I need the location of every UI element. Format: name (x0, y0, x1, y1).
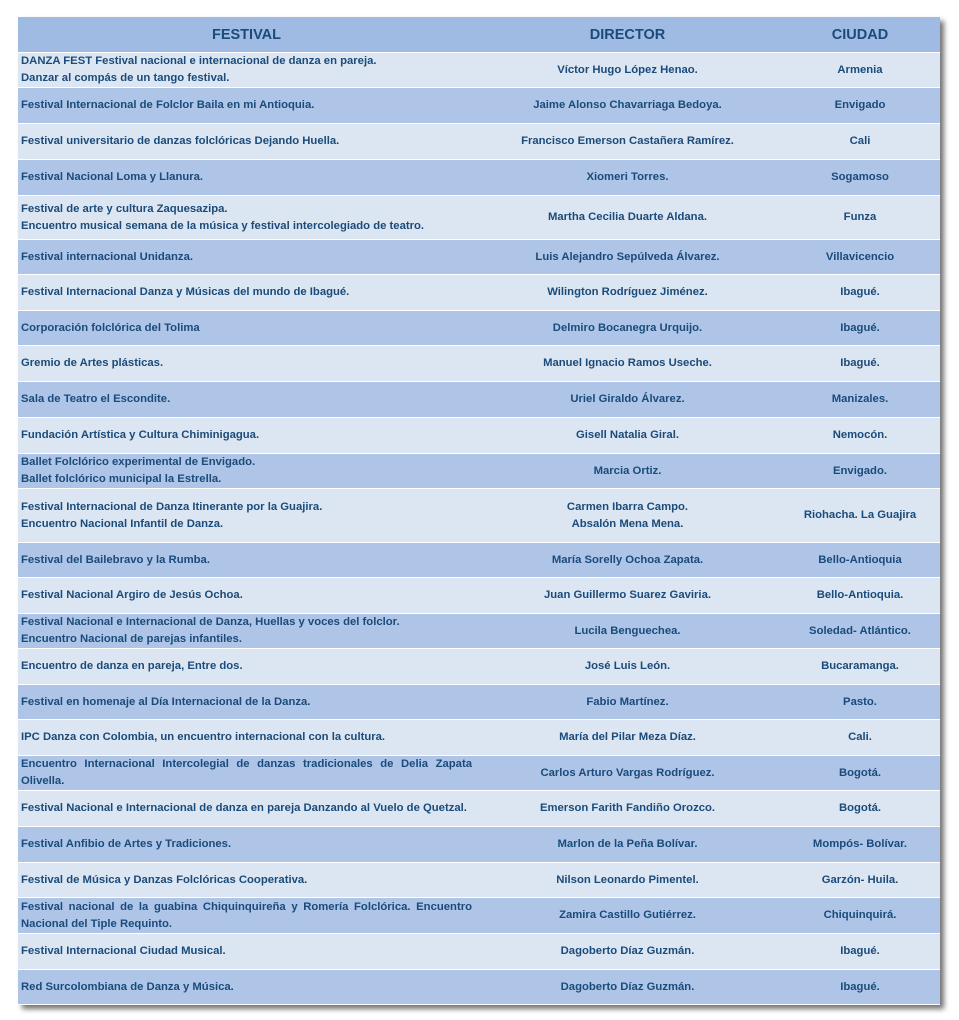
city-cell: Garzón- Huila. (780, 863, 940, 898)
festival-name: Festival de Música y Danzas Folclóricas Cooperativa. (21, 873, 308, 886)
festival-cell (18, 614, 475, 649)
table-row (18, 240, 940, 275)
table-header-row (18, 17, 940, 53)
director-name: Marlon de la Peña Bolívar. (557, 838, 698, 850)
director-cell (475, 685, 780, 720)
city-cell: Envigado. (780, 454, 940, 489)
director-cell (475, 196, 780, 240)
director-cell (475, 53, 780, 88)
table-row (18, 489, 940, 543)
festival-name: Festival Anfibio de Artes y Tradiciones. (21, 838, 232, 850)
festival-name: Encuentro Internacional Intercolegial de danzas tradicionales de Delia Zapata Olivella. (21, 758, 472, 787)
festival-cell (18, 311, 475, 346)
director-cell (475, 720, 780, 756)
festival-cell (18, 489, 475, 543)
director-name: Xiomeri Torres. (586, 171, 669, 183)
table-row (18, 863, 940, 898)
festival-table-container (18, 17, 940, 1005)
table-row (18, 53, 940, 88)
table-row (18, 791, 940, 827)
table-row (18, 346, 940, 382)
city-cell: Ibagué. (780, 275, 940, 311)
city-cell: Cali (780, 124, 940, 160)
festival-cell (18, 578, 475, 614)
city-cell: Cali. (780, 720, 940, 756)
city-cell: Chiquinquirá. (780, 898, 940, 934)
festival-name: Danzar al compás de un tango festival. (21, 72, 230, 84)
festival-name: Encuentro Nacional de parejas infantiles. (21, 633, 242, 645)
city-cell: Pasto. (780, 685, 940, 720)
festival-cell (18, 791, 475, 827)
city-cell: Soledad- Atlántico. (780, 614, 940, 649)
festival-name: Encuentro Nacional Infantil de Danza. (21, 517, 224, 530)
festival-name: Festival en homenaje al Día Internacional de la Danza. (21, 695, 311, 708)
table-row (18, 543, 940, 578)
festival-cell (18, 649, 475, 685)
festival-name: DANZA FEST Festival nacional e internacional de danza en pareja. (21, 55, 377, 67)
director-name: María del Pilar Meza Díaz. (559, 731, 696, 743)
festival-name: Ballet folclórico municipal la Estrella. (21, 473, 222, 485)
festival-name: Encuentro musical semana de la música y festival intercolegiado de teatro. (21, 219, 425, 232)
director-name: Juan Guillermo Suarez Gaviria. (543, 589, 711, 601)
festival-cell (18, 196, 475, 240)
director-name: Dagoberto Díaz Guzmán. (560, 945, 695, 957)
city-cell: Ibagué. (780, 934, 940, 970)
director-cell (475, 934, 780, 970)
festival-cell (18, 934, 475, 970)
director-name: Francisco Emerson Castañera Ramírez. (521, 135, 734, 147)
festival-name: Festival Nacional e Internacional de Danza, Huellas y voces del folclor. (21, 616, 400, 628)
festival-cell (18, 275, 475, 311)
city-cell: Bello-Antioquia. (780, 578, 940, 614)
festival-cell (18, 160, 475, 196)
director-name: Carmen Ibarra Campo. (566, 500, 689, 513)
director-cell (475, 454, 780, 489)
table-row (18, 898, 940, 934)
city-cell: Ibagué. (780, 970, 940, 1005)
table-row (18, 970, 940, 1005)
festival-cell (18, 685, 475, 720)
table-row (18, 196, 940, 240)
city-cell: Riohacha. La Guajira (780, 489, 940, 543)
festival-cell (18, 88, 475, 124)
city-cell: Sogamoso (780, 160, 940, 196)
festival-name: Sala de Teatro el Escondite. (21, 393, 171, 405)
festival-name: Ballet Folclórico experimental de Envigado. (21, 456, 256, 468)
table-row (18, 685, 940, 720)
festival-cell (18, 720, 475, 756)
festival-name: IPC Danza con Colombia, un encuentro internacional con la cultura. (21, 731, 386, 743)
table-row (18, 418, 940, 454)
festival-name: Corporación folclórica del Tolima (21, 321, 200, 334)
city-cell: Armenia (780, 53, 940, 88)
director-cell (475, 614, 780, 649)
city-cell: Mompós- Bolívar. (780, 827, 940, 863)
table-row (18, 160, 940, 196)
festival-cell (18, 543, 475, 578)
city-cell: Bogotá. (780, 756, 940, 791)
city-cell: Ibagué. (780, 346, 940, 382)
table-row (18, 756, 940, 791)
director-cell (475, 543, 780, 578)
festival-cell (18, 454, 475, 489)
festival-name: Festival internacional Unidanza. (21, 250, 194, 263)
director-name: Martha Cecilia Duarte Aldana. (547, 211, 708, 223)
header-director: DIRECTOR (475, 17, 780, 53)
director-cell (475, 240, 780, 275)
table-row (18, 720, 940, 756)
director-name: Uriel Giraldo Álvarez. (570, 393, 685, 405)
festival-cell (18, 346, 475, 382)
festival-cell (18, 863, 475, 898)
festival-name: Festival Nacional Loma y Llanura. (21, 171, 204, 183)
festival-name: Festival del Bailebravo y la Rumba. (21, 553, 210, 566)
festival-cell (18, 382, 475, 418)
festival-name: Festival Nacional Argiro de Jesús Ochoa. (21, 589, 243, 601)
festival-cell (18, 970, 475, 1005)
city-cell: Bogotá. (780, 791, 940, 827)
director-name: Delmiro Bocanegra Urquijo. (552, 321, 703, 334)
festival-name: Festival universitario de danzas folclóricas Dejando Huella. (21, 135, 340, 147)
festival-name: Festival de arte y cultura Zaquesazipa. (21, 202, 228, 215)
table-row (18, 827, 940, 863)
director-cell (475, 124, 780, 160)
city-cell: Villavicencio (780, 240, 940, 275)
director-name: María Sorelly Ochoa Zapata. (551, 553, 704, 566)
director-name: Manuel Ignacio Ramos Useche. (543, 357, 712, 369)
table-row (18, 275, 940, 311)
festival-cell (18, 240, 475, 275)
director-name: Gisell Natalia Giral. (576, 429, 679, 441)
festival-name: Festival Internacional Ciudad Musical. (21, 945, 226, 957)
table-row (18, 578, 940, 614)
festival-name: Festival nacional de la guabina Chiquinquireña y Romería Folclórica. Encuentro Nacional del Tiple Requinto. (21, 900, 472, 930)
director-name: Marcia Ortiz. (593, 464, 662, 477)
header-city: CIUDAD (780, 17, 940, 53)
director-cell (475, 382, 780, 418)
festival-table (18, 17, 940, 1005)
table-row (18, 454, 940, 489)
city-cell: Manizales. (780, 382, 940, 418)
festival-cell (18, 124, 475, 160)
table-body (18, 53, 940, 1005)
director-cell (475, 88, 780, 124)
director-name: Emerson Farith Fandiño Orozco. (539, 802, 716, 814)
director-cell (475, 791, 780, 827)
table-row (18, 311, 940, 346)
director-cell (475, 346, 780, 382)
director-cell (475, 756, 780, 791)
festival-cell (18, 53, 475, 88)
director-cell (475, 578, 780, 614)
director-name: Wilington Rodríguez Jiménez. (547, 286, 708, 298)
festival-name: Gremio de Artes plásticas. (21, 357, 164, 369)
city-cell: Bucaramanga. (780, 649, 940, 685)
director-cell (475, 649, 780, 685)
director-cell (475, 275, 780, 311)
director-name: Nilson Leonardo Pimentel. (556, 873, 699, 886)
director-cell (475, 311, 780, 346)
director-cell (475, 418, 780, 454)
director-name: Carlos Arturo Vargas Rodríguez. (540, 766, 715, 779)
director-name: Jaime Alonso Chavarriaga Bedoya. (533, 99, 722, 111)
table-row (18, 124, 940, 160)
festival-name: Encuentro de danza en pareja, Entre dos. (21, 660, 243, 672)
city-cell: Ibagué. (780, 311, 940, 346)
director-name: Víctor Hugo López Henao. (557, 63, 698, 76)
festival-name: Red Surcolombiana de Danza y Música. (21, 980, 234, 993)
director-name: José Luis León. (584, 660, 671, 672)
festival-name: Festival Internacional de Folclor Baila en mi Antioquia. (21, 99, 315, 111)
festival-cell (18, 898, 475, 934)
festival-cell (18, 756, 475, 791)
festival-name: Fundación Artística y Cultura Chiminigagua. (21, 429, 260, 441)
festival-name: Festival Internacional de Danza Itinerante por la Guajira. (21, 500, 323, 513)
city-cell: Bello-Antioquia (780, 543, 940, 578)
director-name: Fabio Martínez. (586, 695, 669, 708)
table-row (18, 934, 940, 970)
header-festival: FESTIVAL (18, 17, 475, 53)
director-cell (475, 489, 780, 543)
city-cell: Nemocón. (780, 418, 940, 454)
director-cell (475, 160, 780, 196)
festival-cell (18, 827, 475, 863)
director-cell (475, 898, 780, 934)
festival-name: Festival Nacional e Internacional de danza en pareja Danzando al Vuelo de Quetzal. (21, 802, 467, 814)
city-cell: Envigado (780, 88, 940, 124)
director-name: Dagoberto Díaz Guzmán. (560, 980, 695, 993)
table-row (18, 88, 940, 124)
director-cell (475, 970, 780, 1005)
director-name: Zamira Castillo Gutiérrez. (559, 909, 696, 921)
director-name: Luis Alejandro Sepúlveda Álvarez. (535, 250, 720, 263)
director-name: Lucila Benguechea. (574, 624, 681, 637)
city-cell: Funza (780, 196, 940, 240)
director-cell (475, 863, 780, 898)
festival-cell (18, 418, 475, 454)
table-row (18, 649, 940, 685)
table-row (18, 614, 940, 649)
festival-name: Festival Internacional Danza y Músicas del mundo de Ibagué. (21, 286, 350, 298)
director-name: Absalón Mena Mena. (571, 517, 684, 530)
director-cell (475, 827, 780, 863)
table-row (18, 382, 940, 418)
